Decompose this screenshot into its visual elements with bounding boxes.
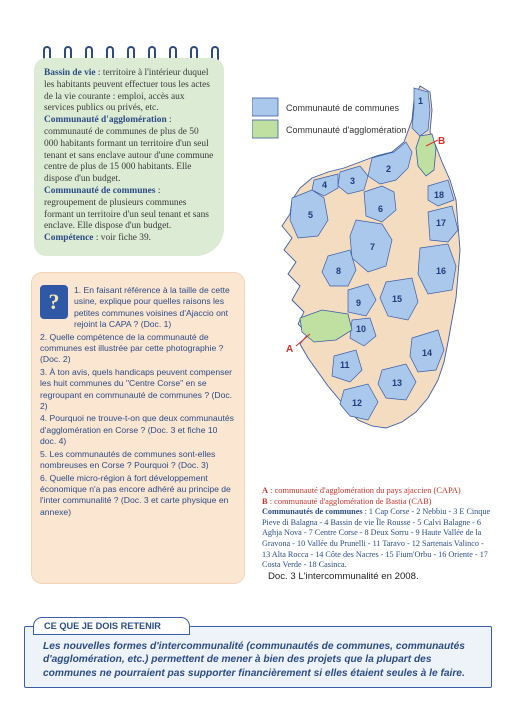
region-number-label: 14	[422, 348, 433, 358]
legend-label-communes: Communauté de communes	[286, 103, 400, 113]
region-number-label: 7	[370, 242, 376, 252]
region-number-label: 2	[386, 164, 392, 174]
caption-capa-text: : communauté d'agglomération du pays ajaccien (CAPA)	[268, 486, 461, 495]
region-number-label: 6	[378, 204, 384, 214]
region-number-label: 12	[352, 398, 363, 408]
caption-capa	[262, 486, 492, 497]
question-item: 4. Pourquoi ne trouve-t-on que deux communautés d'agglomération en Corse ? (Doc. 3 et fiche 10 doc. 4)	[40, 413, 234, 447]
glossary-term: Communauté de communes	[44, 185, 156, 196]
region-number-label: 9	[356, 298, 362, 308]
region-number-label: 18	[434, 190, 445, 200]
region-number-label: 5	[308, 210, 314, 220]
glossary-entry-communes	[44, 186, 214, 233]
caption-letter-b: B	[262, 496, 268, 506]
glossary-definition: : communauté de communes de plus de 50 000 habitants formant un territoire d'un seul tenant et sans enclave autour d'une commune centre de plus de 15 000 habitants. Elle dispose d'un budget.	[44, 115, 214, 185]
glossary-definition: : regroupement de plusieurs communes formant un territoire d'un seul tenant et sans enclave. Elle dispose d'un budget.	[44, 185, 209, 232]
glossary-card	[34, 58, 224, 256]
glossary-term: Bassin de vie	[44, 68, 96, 78]
glossary-entry-agglo	[44, 115, 214, 186]
legend-swatch-communes	[252, 98, 278, 116]
caption-communes-list	[262, 507, 492, 571]
map-label-b: B	[438, 136, 446, 147]
question-item: 1. En faisant référence à la taille de cette usine, explique pour quelles raisons les petites communes voisines d'Ajaccio ont rejoint la CAPA ? (Doc. 1)	[74, 285, 230, 330]
map-label-a: A	[286, 344, 294, 355]
region-number-label: 15	[392, 294, 403, 304]
retain-text: Les nouvelles formes d'intercommunalité (communautés de communes, communautés d'agglomération, etc.) permettent de mener à bien des projets que la plupart des communes ne pourraient pas supporter financièrement si elles étaient seules à le faire.	[43, 641, 465, 679]
retain-title: CE QUE JE DOIS RETENIR	[33, 617, 190, 635]
region-number-label: 11	[340, 360, 350, 370]
caption-letter-a: A	[262, 486, 269, 495]
glossary-term: Compétence	[44, 233, 94, 244]
legend-swatch-agglo	[252, 120, 278, 138]
question-item: 3. À ton avis, quels handicaps peuvent compenser les huit communes du "Centre Corse" en se regroupant en communauté de communes ? (Doc. 2)	[40, 366, 233, 412]
caption-communes-text: : 1 Cap Corse - 2 Nebbiu - 3 E Cinque Pieve di Balagna - 4 Bassin de vie Île Rousse - 5 Calvi Balagne - 6 Aghja Nova - 7 Centre Corse - 8 Deux Sorru - 9 Haute Vallée de la Gravona - 10 Vallée du Prunelli - 11 Taravo - 12 Sartenais Valinco - 13 Alta Rocca - 14 Côte des Nacres - 15 Fium'Orbu - 16 Oriente - 17 Costa Verde - 18 Casinca.	[262, 507, 491, 570]
legend-label-agglo: Communauté d'agglomération	[286, 125, 407, 135]
region-number-label: 8	[336, 266, 342, 276]
caption-cab	[262, 497, 492, 508]
map-caption	[262, 486, 492, 571]
glossary-definition: : voir fiche 39.	[93, 233, 152, 244]
region-number-label: 16	[436, 266, 447, 276]
glossary-entry-bassin	[44, 68, 214, 115]
caption-communes-title: Communautés de communes	[262, 507, 363, 517]
document-caption: Doc. 3 L'intercommunalité en 2008.	[268, 571, 419, 582]
region-number-label: 17	[436, 218, 447, 228]
question-mark-icon: ?	[40, 285, 68, 319]
question-item: 2. Quelle compétence de la communauté de communes est illustrée par cette photographie ? (Doc. 2)	[40, 331, 224, 365]
glossary-entry-competence	[44, 233, 214, 245]
retain-box	[24, 621, 492, 688]
region-number-label: 3	[350, 176, 356, 186]
corsica-intercommunality-map	[252, 80, 492, 480]
region-number-label: 1	[418, 96, 424, 106]
questions-box	[32, 273, 244, 583]
glossary-term: Communauté d'agglomération	[44, 115, 167, 126]
region-number-label: 4	[322, 180, 328, 190]
question-item: 5. Les communautés de communes sont-elles nombreuses en Corse ? Pourquoi ? (Doc. 3)	[40, 448, 216, 471]
question-item: 6. Quelle micro-région à fort développement économique n'a pas encore adhéré au principe de l'inter communalité ? (Doc. 3 et carte physique en annexe)	[40, 472, 231, 517]
region-number-label: 10	[356, 324, 367, 334]
caption-cab-text: : communauté d'agglomération de Bastia (CAB)	[267, 496, 432, 506]
glossary-definition: : territoire à l'intérieur duquel les habitants peuvent effectuer tous les actes de la vie courante : emploi, accès aux services publics ou privés, etc.	[44, 68, 210, 114]
region-number-label: 13	[392, 378, 403, 388]
